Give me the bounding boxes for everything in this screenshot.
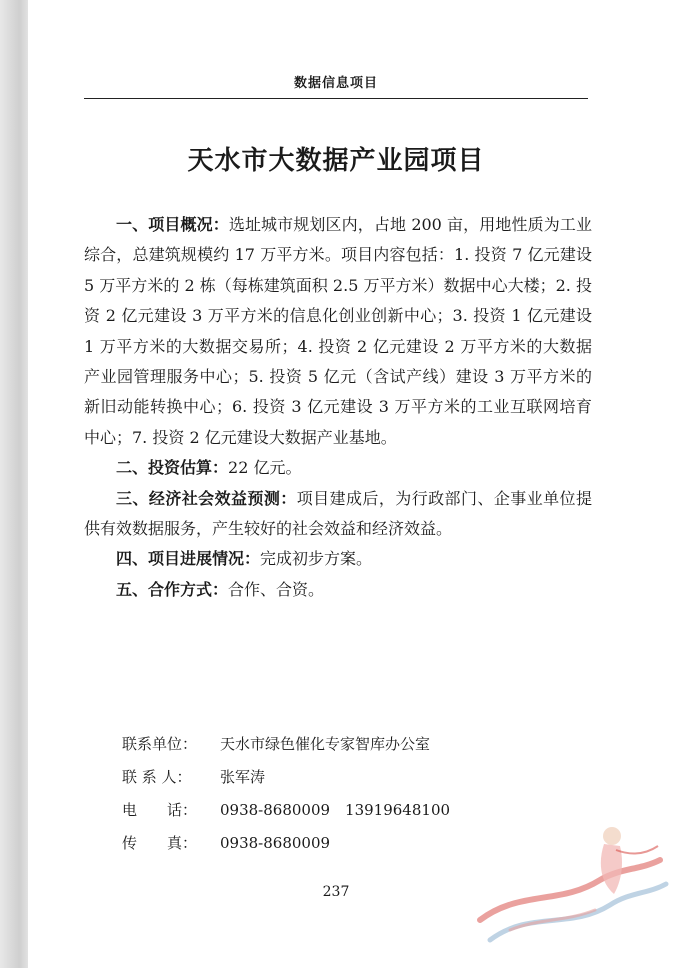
section-label: 三、经济社会效益预测：: [116, 488, 297, 508]
contact-fax-label: 传 真：: [122, 834, 198, 852]
body-text: [84, 210, 592, 605]
section-text: 完成初步方案。: [260, 549, 373, 569]
section-text: 项目建成后，为行政部门、企事业单位提供有效数据服务，产生较好的社会效益和经济效益。: [84, 488, 592, 539]
contact-person-value: 张军涛: [220, 768, 266, 786]
section-text: 合作、合资。: [228, 579, 325, 599]
contact-person-label: 联 系 人：: [122, 768, 192, 786]
contact-unit-row: [122, 728, 562, 761]
running-header: 数据信息项目: [293, 76, 378, 91]
section-label: 四、项目进展情况：: [116, 549, 261, 569]
section-cooperation: [84, 575, 592, 605]
section-investment: [84, 453, 592, 483]
section-overview: [84, 210, 592, 453]
contact-unit-value: 天水市绿色催化专家智库办公室: [220, 735, 431, 753]
contact-phone-label: 电 话：: [122, 801, 198, 819]
contact-person-row: [122, 761, 562, 794]
section-text: 选址城市规划区内，占地 200 亩，用地性质为工业综合，总建筑规模约 17 万平方米。项目内容包括：1. 投资 7 亿元建设 5 万平方米的 2 栋（每栋建筑面积 2.5 万平方米）数据中心大楼；2. 投资 2 亿元建设 3 万平方米的信息化创业创新中心；3. 投资 1 亿元建设 1 万平方米的大数据交易所；4. 投资 2 亿元建设 2 万平方米的大数据产业园管理服务中心；5. 投资 5 亿元（含试产线）建设 3 万平方米的新旧动能转换中心；6. 投资 3 亿元建设 3 万平方米的工业互联网培育中心；7. 投资 2 亿元建设大数据产业基地。: [84, 215, 592, 447]
header-divider: [84, 98, 588, 99]
section-label: 二、投资估算：: [116, 458, 229, 478]
section-label: 五、合作方式：: [116, 579, 229, 599]
flying-apsaras-icon: [470, 810, 670, 960]
contact-unit-label: 联系单位：: [122, 735, 198, 753]
section-progress: [84, 544, 592, 574]
section-label: 一、项目概况：: [116, 215, 229, 234]
page-number: 237: [322, 884, 350, 900]
section-text: 22 亿元。: [228, 458, 302, 478]
contact-fax-value: 0938-8680009: [220, 834, 331, 852]
book-spine-shadow: [0, 0, 28, 968]
page-title: 天水市大数据产业园项目: [187, 146, 485, 176]
contact-phone-value: 0938-8680009 13919648100: [220, 801, 451, 819]
section-benefits: [84, 484, 592, 545]
